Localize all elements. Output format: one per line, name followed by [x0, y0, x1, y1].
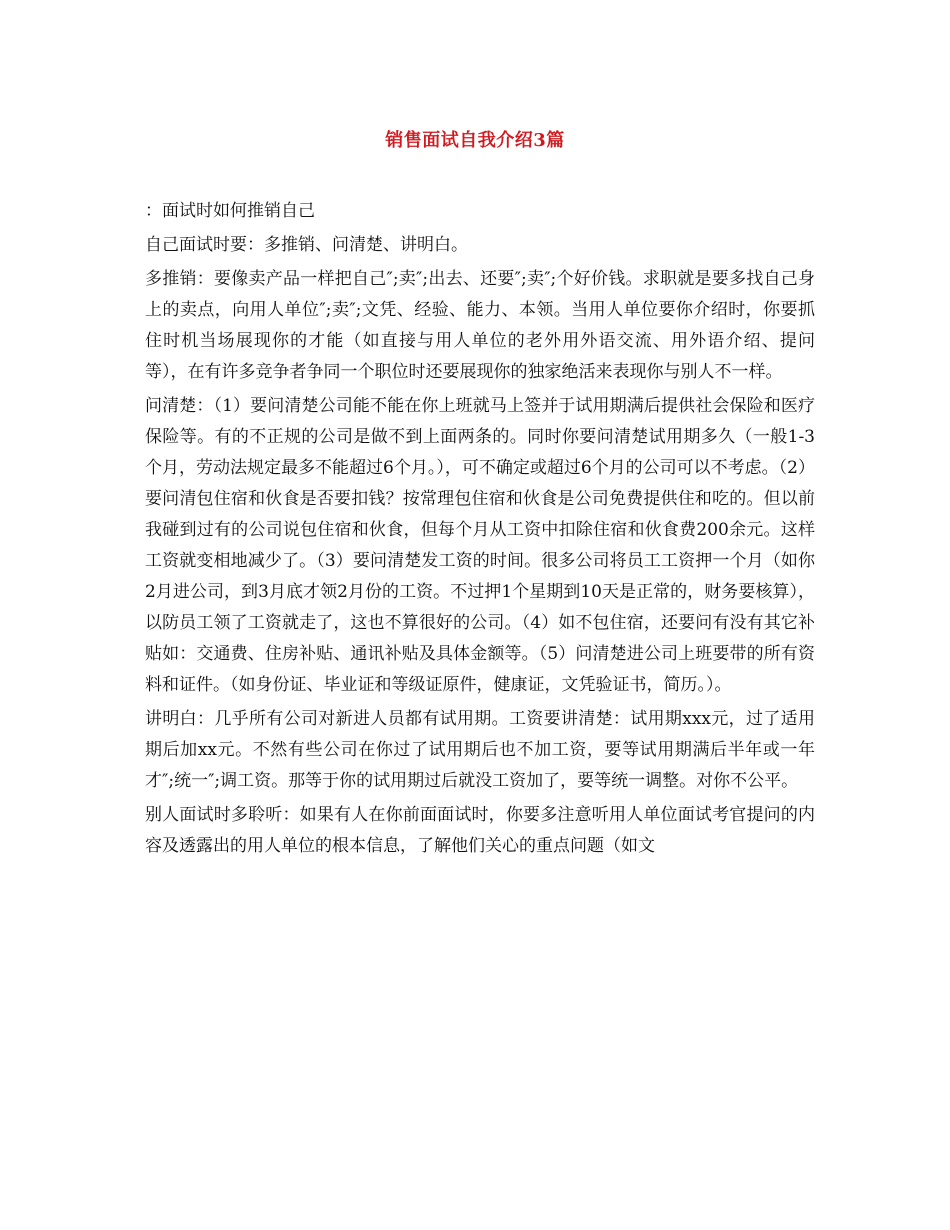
- paragraph-summary: 自己面试时要：多推销、问清楚、讲明白。: [145, 235, 468, 255]
- document-title: 销售面试自我介绍3篇: [385, 130, 565, 151]
- paragraph-ask-clearly: 问清楚：（1）要问清楚公司能不能在你上班就马上签并于试用期满后提供社会保险和医疗保险等。有的不正规的公司是做不到上面两条的。同时你要问清楚试用期多久（一般1-3个月，劳动法规定最多不能超过6个月。），可不确定或超过6个月的公司可以不考虑。（2）要问清包住宿和伙食是否要扣钱？按常理包住宿和伙食是公司免费提供住和吃的。但以前我碰到过有的公司说包住宿和伙食，但每个月从工资中扣除住宿和伙食费200余元。这样工资就变相地减少了。（3）要问清楚发工资的时间。很多公司将员工工资押一个月（如你2月进公司，到3月底才领2月份的工资。不过押1个星期到10天是正常的，财务要核算），以防员工领了工资就走了，这也不算很好的公司。（4）如不包住宿，还要问有没有其它补贴如：交通费、住房补贴、通讯补贴及具体金额等。（5）问清楚进公司上班要带的所有资料和证件。（如身份证、毕业证和等级证原件，健康证，文凭验证书，简历。）。: [145, 396, 815, 695]
- paragraph-heading: ：面试时如何推销自己: [145, 201, 315, 221]
- paragraph-listen: 别人面试时多聆听：如果有人在你前面面试时，你要多注意听用人单位面试考官提问的内容及透露出的用人单位的根本信息，了解他们关心的重点问题（如文: [145, 805, 815, 856]
- paragraph-promote: 多推销：要像卖产品一样把自己″;卖″;出去、还要″;卖″;个好价钱。求职就是要多找自己身上的卖点，向用人单位″;卖″;文凭、经验、能力、本领。当用人单位要你介绍时，你要抓住时机当场展现你的才能（如直接与用人单位的老外用外语交流、用外语介绍、提问等），在有许多竞争者争同一个职位时还要展现你的独家绝活来表现你与别人不一样。: [145, 269, 815, 382]
- paragraph-explain-clearly: 讲明白：几乎所有公司对新进人员都有试用期。工资要讲清楚：试用期xxx元，过了适用期后加xx元。不然有些公司在你过了试用期后也不加工资，要等试用期满后半年或一年才″;统一″;调工资。那等于你的试用期过后就没工资加了，要等统一调整。对你不公平。: [145, 709, 815, 791]
- document-body: [145, 196, 815, 865]
